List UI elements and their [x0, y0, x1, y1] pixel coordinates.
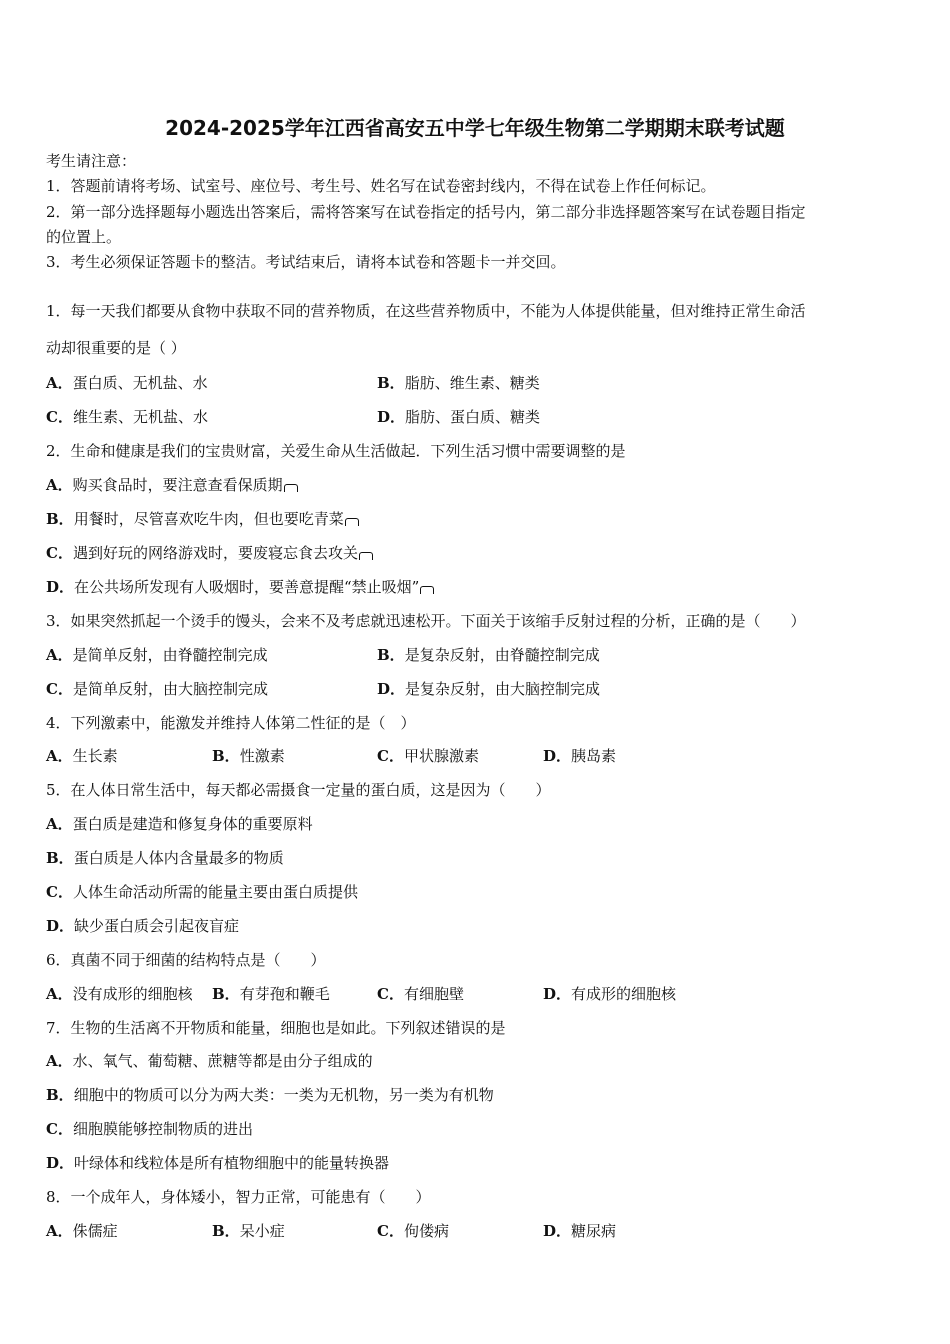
option-text: 甲状腺激素 — [403, 747, 479, 765]
option-text: 水、氧气、葡萄糖、蔗糖等都是由分子组成的 — [72, 1052, 373, 1070]
question-2-option-d — [46, 577, 434, 597]
option-label: D． — [46, 917, 75, 935]
mark-icon — [359, 552, 373, 560]
option-label: D． — [543, 985, 572, 1003]
notice-heading: 考生请注意： — [46, 152, 137, 170]
question-4-option-a — [46, 746, 118, 766]
question-7-option-a — [46, 1051, 373, 1071]
option-label: C． — [46, 680, 73, 698]
option-text: 糖尿病 — [571, 1222, 617, 1240]
option-label: D． — [46, 578, 75, 596]
question-3-option-d — [377, 679, 600, 699]
option-text: 有成形的细胞核 — [571, 985, 677, 1003]
option-text: 呆小症 — [239, 1222, 285, 1240]
option-label: B． — [46, 1086, 74, 1104]
option-text: 没有成形的细胞核 — [72, 985, 193, 1003]
option-label: A． — [46, 476, 73, 494]
question-7-option-d — [46, 1153, 389, 1173]
question-3-option-a — [46, 645, 268, 665]
question-8-option-a — [46, 1221, 118, 1241]
option-label: A． — [46, 985, 73, 1003]
option-label: B． — [46, 849, 74, 867]
question-3-option-b — [377, 645, 600, 665]
question-8-option-d — [543, 1221, 616, 1241]
option-text: 性激素 — [239, 747, 285, 765]
option-text: 是简单反射，由大脑控制完成 — [72, 680, 268, 698]
notice-item: 1．答题前请将考场、试室号、座位号、考生号、姓名写在试卷密封线内，不得在试卷上作任何标记。 — [46, 177, 716, 195]
option-label: C． — [377, 747, 404, 765]
option-label: D． — [543, 1222, 572, 1240]
question-5-option-a — [46, 814, 313, 834]
option-label: A． — [46, 374, 73, 392]
question-2-option-c — [46, 543, 373, 563]
question-7-option-b — [46, 1085, 494, 1105]
option-label: C． — [46, 1120, 73, 1138]
option-text: 人体生命活动所需的能量主要由蛋白质提供 — [72, 883, 358, 901]
question-5-option-d — [46, 916, 239, 936]
question-4-option-c — [377, 746, 479, 766]
option-text: 缺少蛋白质会引起夜盲症 — [74, 917, 240, 935]
question-7-stem: 7．生物的生活离不开物质和能量，细胞也是如此。下列叙述错误的是 — [46, 1019, 506, 1037]
question-7-option-c — [46, 1119, 253, 1139]
option-text: 胰岛素 — [571, 747, 617, 765]
option-text: 生长素 — [72, 747, 118, 765]
option-label: C． — [377, 1222, 404, 1240]
option-label: B． — [212, 985, 240, 1003]
question-6-stem: 6．真菌不同于细菌的结构特点是（ ） — [46, 951, 326, 969]
option-text: 脂肪、维生素、糖类 — [404, 374, 540, 392]
question-2-option-a — [46, 475, 298, 495]
page-title: 2024-2025学年江西省高安五中学七年级生物第二学期期末联考试题 — [165, 116, 785, 140]
option-text: 有细胞壁 — [403, 985, 464, 1003]
option-label: A． — [46, 1052, 73, 1070]
mark-icon — [284, 484, 298, 492]
question-1-option-c — [46, 407, 208, 427]
notice-item: 3．考生必须保证答题卡的整洁。考试结束后，请将本试卷和答题卡一并交回。 — [46, 253, 566, 271]
option-label: D． — [377, 408, 406, 426]
question-1-option-d — [377, 407, 540, 427]
option-label: C． — [377, 985, 404, 1003]
question-3-option-c — [46, 679, 268, 699]
option-text: 是复杂反射，由脊髓控制完成 — [404, 646, 600, 664]
notice-item: 的位置上。 — [46, 228, 122, 246]
option-text: 蛋白质是建造和修复身体的重要原料 — [72, 815, 313, 833]
question-1-stem: 1．每一天我们都要从食物中获取不同的营养物质，在这些营养物质中，不能为人体提供能量，但对维持正常生命活 — [46, 302, 806, 320]
option-label: D． — [377, 680, 406, 698]
option-label: B． — [377, 646, 405, 664]
option-label: D． — [46, 1154, 75, 1172]
option-text: 侏儒症 — [72, 1222, 118, 1240]
question-2-stem: 2．生命和健康是我们的宝贵财富，关爱生命从生活做起．下列生活习惯中需要调整的是 — [46, 442, 626, 460]
option-label: C． — [46, 883, 73, 901]
option-text: 叶绿体和线粒体是所有植物细胞中的能量转换器 — [74, 1154, 390, 1172]
notice-item: 2．第一部分选择题每小题选出答案后，需将答案写在试卷指定的括号内，第二部分非选择题答案写在试卷题目指定 — [46, 203, 806, 221]
option-text: 维生素、无机盐、水 — [72, 408, 208, 426]
question-8-option-b — [212, 1221, 285, 1241]
option-label: C． — [46, 544, 73, 562]
option-label: B． — [212, 1222, 240, 1240]
question-5-option-b — [46, 848, 284, 868]
option-text: 细胞中的物质可以分为两大类：一类为无机物，另一类为有机物 — [73, 1086, 494, 1104]
option-label: B． — [212, 747, 240, 765]
question-6-option-d — [543, 984, 676, 1004]
option-text: 佝偻病 — [403, 1222, 449, 1240]
option-label: A． — [46, 1222, 73, 1240]
question-6-option-a — [46, 984, 193, 1004]
question-8-stem: 8．一个成年人，身体矮小，智力正常，可能患有（ ） — [46, 1188, 431, 1206]
option-text: 用餐时，尽管喜欢吃牛肉，但也要吃青菜 — [73, 510, 344, 528]
option-label: C． — [46, 408, 73, 426]
option-label: B． — [377, 374, 405, 392]
question-5-stem: 5．在人体日常生活中，每天都必需摄食一定量的蛋白质，这是因为（ ） — [46, 781, 551, 799]
question-2-option-b — [46, 509, 359, 529]
option-label: D． — [543, 747, 572, 765]
question-8-option-c — [377, 1221, 449, 1241]
option-text: 购买食品时，要注意查看保质期 — [72, 476, 283, 494]
option-text: 有芽孢和鞭毛 — [239, 985, 330, 1003]
option-text: 是复杂反射，由大脑控制完成 — [405, 680, 601, 698]
option-text: 脂肪、蛋白质、糖类 — [405, 408, 541, 426]
question-4-stem: 4．下列激素中，能激发并维持人体第二性征的是（ ） — [46, 714, 416, 732]
option-text: 在公共场所发现有人吸烟时，要善意提醒“禁止吸烟” — [74, 578, 420, 596]
question-1-stem-cont: 动却很重要的是（ ） — [46, 339, 186, 357]
question-6-option-c — [377, 984, 464, 1004]
option-text: 细胞膜能够控制物质的进出 — [72, 1120, 253, 1138]
question-5-option-c — [46, 882, 358, 902]
question-3-stem: 3．如果突然抓起一个烫手的馒头，会来不及考虑就迅速松开。下面关于该缩手反射过程的分析，正确的是（ ） — [46, 612, 806, 630]
question-4-option-b — [212, 746, 285, 766]
option-text: 是简单反射，由脊髓控制完成 — [72, 646, 268, 664]
question-1-option-a — [46, 373, 208, 393]
mark-icon — [345, 518, 359, 526]
option-text: 蛋白质、无机盐、水 — [72, 374, 208, 392]
question-4-option-d — [543, 746, 616, 766]
question-6-option-b — [212, 984, 330, 1004]
option-label: A． — [46, 747, 73, 765]
question-1-option-b — [377, 373, 540, 393]
option-text: 蛋白质是人体内含量最多的物质 — [73, 849, 284, 867]
option-label: A． — [46, 815, 73, 833]
option-label: B． — [46, 510, 74, 528]
option-label: A． — [46, 646, 73, 664]
mark-icon — [420, 586, 434, 594]
option-text: 遇到好玩的网络游戏时，要废寝忘食去攻关 — [72, 544, 358, 562]
